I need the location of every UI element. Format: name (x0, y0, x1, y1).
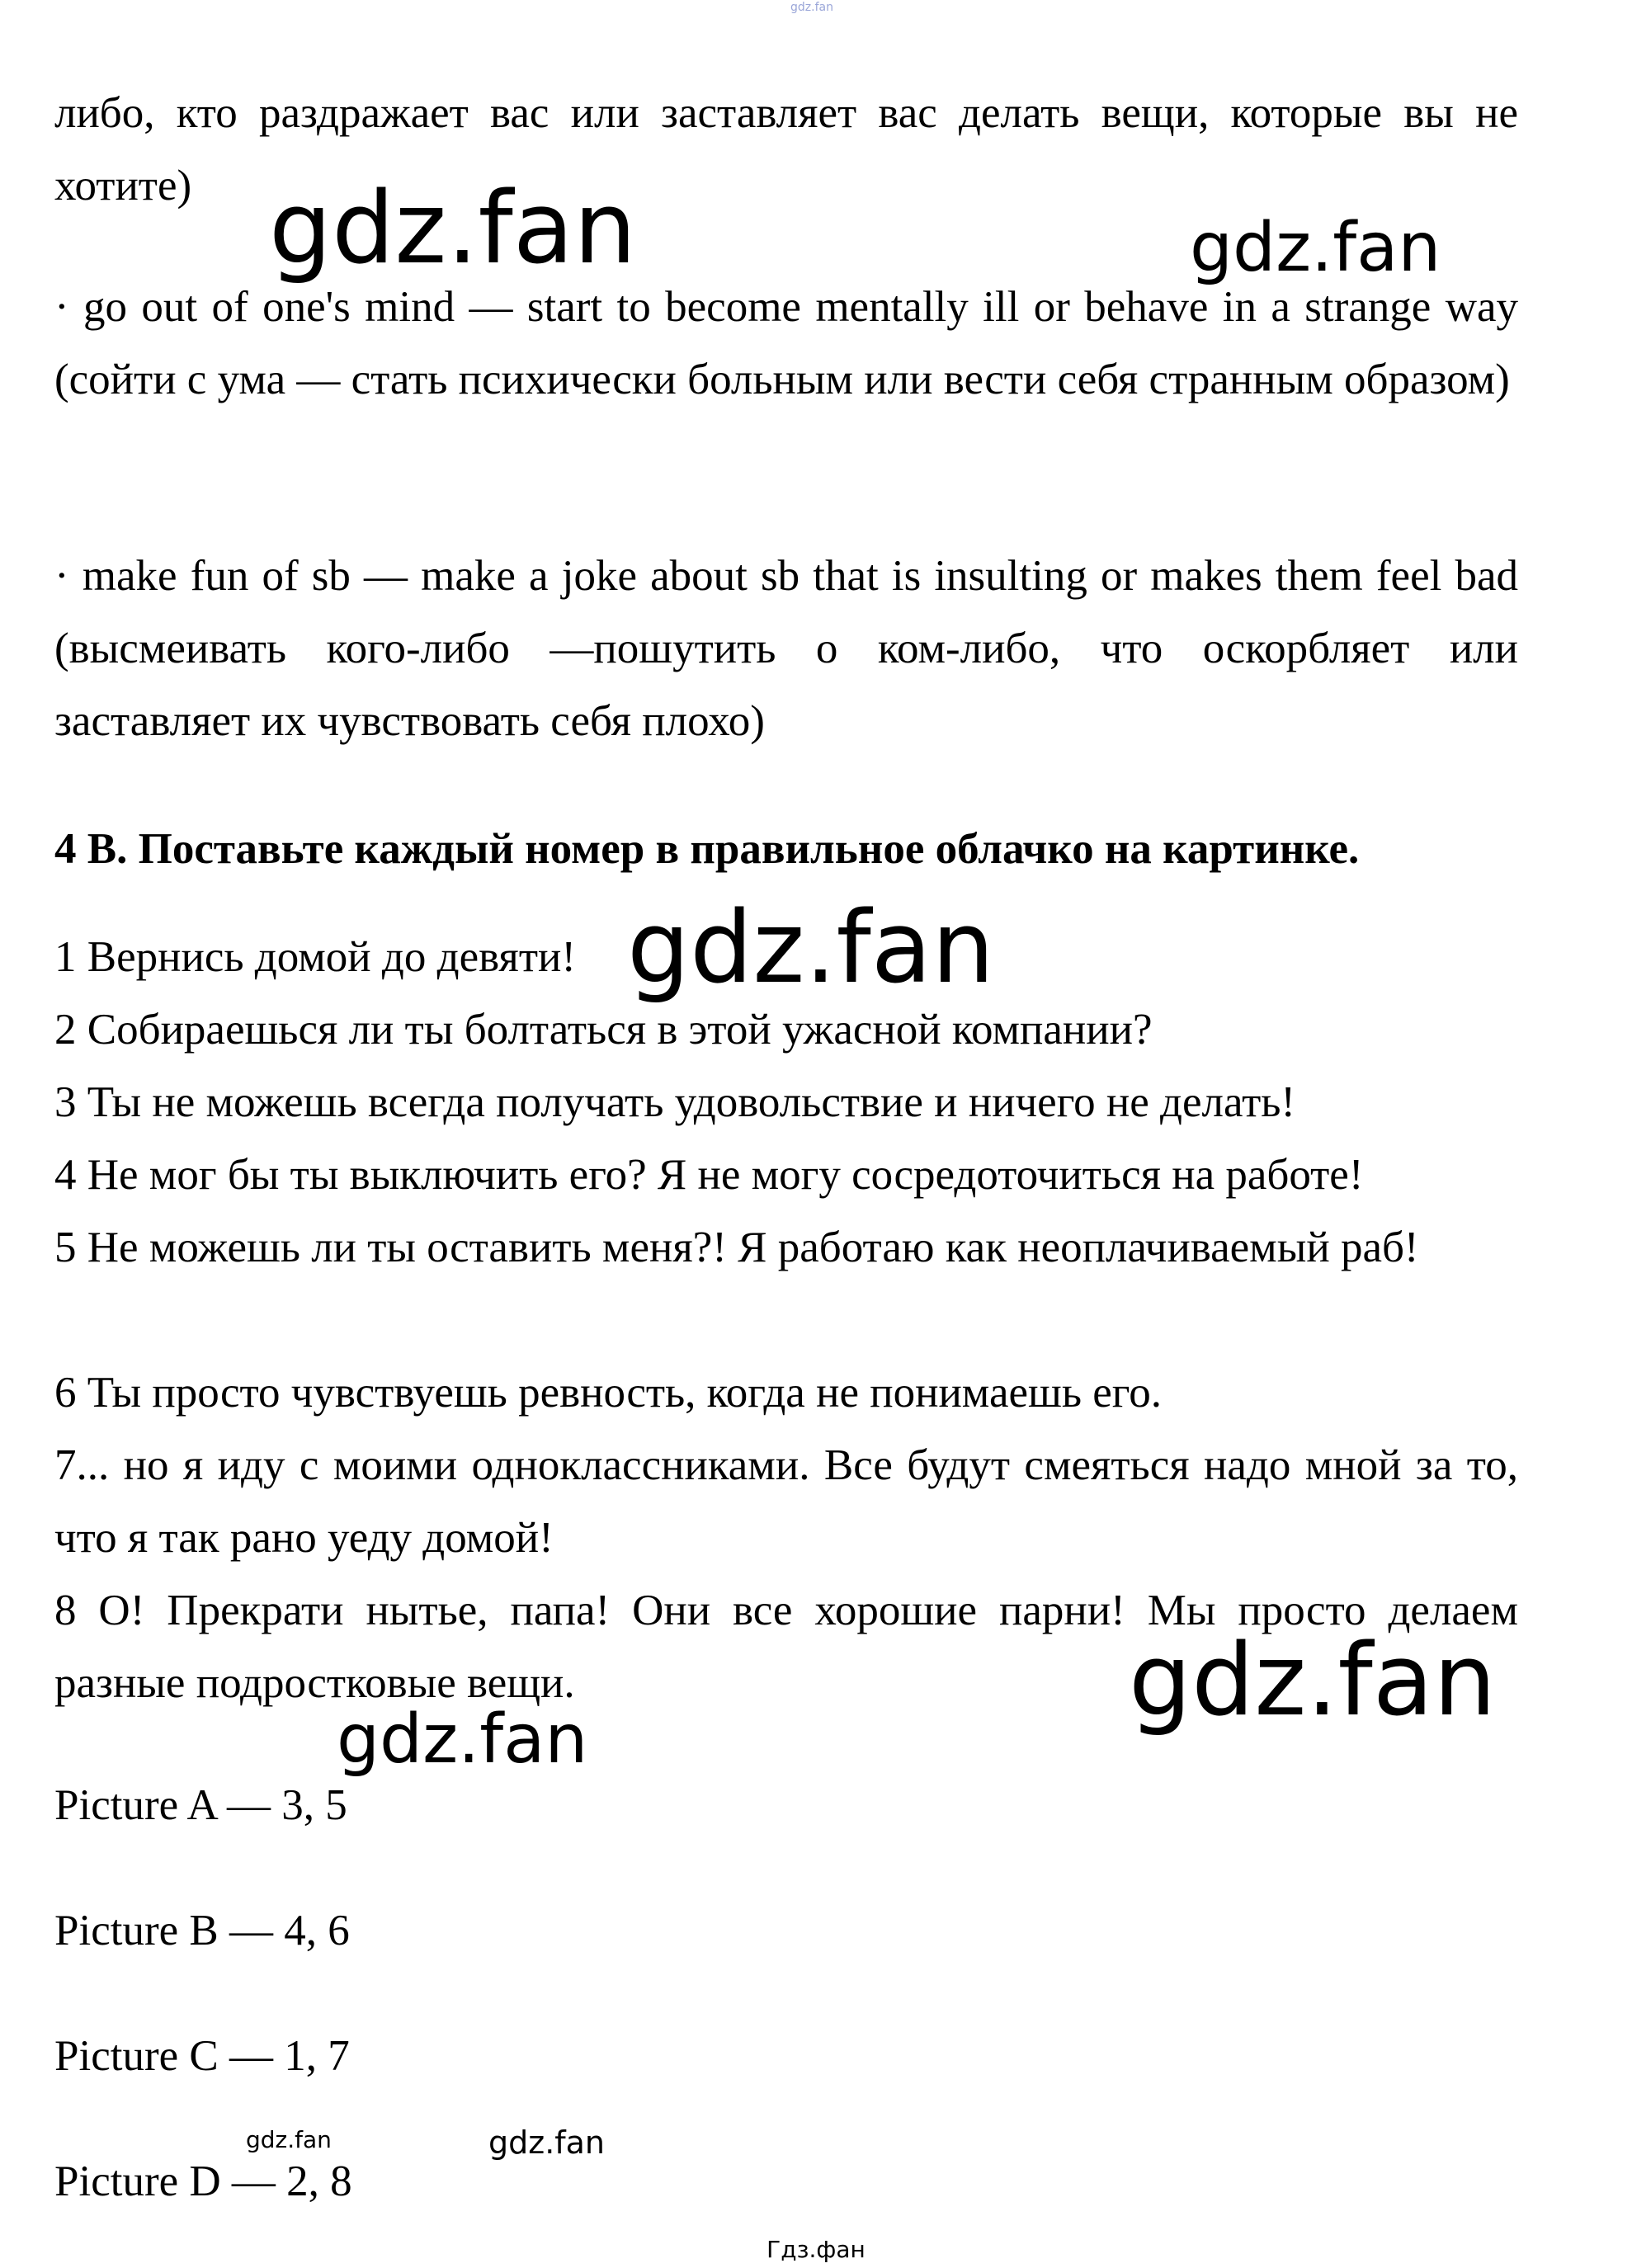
continuation-paragraph: либо, кто раздражает вас или заставляет вас делать вещи, которые вы не хотите) (54, 89, 1518, 210)
list-item-1: 1 Вернись домой до девяти! (54, 933, 576, 981)
watermark: gdz.fan (488, 2124, 606, 2161)
watermark: gdz.fan (627, 891, 995, 1006)
watermark: gdz.fan (1129, 1624, 1497, 1738)
definition-go-out-of-mind: · go out of one's mind — start to become mentally ill or behave in a strange way (сойти с ума — стать психически больным или вести себя странным образом) (54, 283, 1518, 403)
answer-picture-c: Picture C — 1, 7 (54, 2032, 350, 2080)
watermark: gdz.fan (246, 2126, 332, 2153)
list-item-4: 4 Не мог бы ты выключить его? Я не могу сосредоточиться на работе! (54, 1151, 1364, 1199)
list-item-2: 2 Собираешься ли ты болтаться в этой ужасной компании? (54, 1006, 1153, 1054)
page-footer: Гдз.фан (766, 2236, 866, 2263)
watermark: gdz.fan (337, 1700, 588, 1779)
answer-picture-d: Picture D — 2, 8 (54, 2157, 352, 2205)
list-item-8: 8 О! Прекрати нытье, папа! Они все хорошие парни! Мы просто делаем разные подростковые вещи. (54, 1587, 1518, 1707)
watermark: gdz.fan (269, 172, 637, 286)
definition-make-fun-of: · make fun of sb — make a joke about sb that is insulting or makes them feel bad (высмеивать кого-либо —пошутить о ком-либо, что оскорбляет или заставляет их чувствовать себя плохо) (54, 552, 1518, 745)
top-watermark: gdz.fan (790, 1, 833, 14)
task-heading: 4 B. Поставьте каждый номер в правильное облачко на картинке. (54, 825, 1360, 873)
watermark: gdz.fan (1190, 209, 1441, 287)
list-item-5: 5 Не можешь ли ты оставить меня?! Я работаю как неоплачиваемый раб! (54, 1224, 1419, 1271)
list-item-7: 7... но я иду с моими одноклассниками. Все будут смеяться надо мной за то, что я так рано уеду домой! (54, 1441, 1518, 1562)
list-item-3: 3 Ты не можешь всегда получать удовольствие и ничего не делать! (54, 1078, 1296, 1126)
answer-picture-b: Picture B — 4, 6 (54, 1907, 350, 1954)
list-item-6: 6 Ты просто чувствуешь ревность, когда не понимаешь его. (54, 1369, 1162, 1417)
answer-picture-a: Picture A — 3, 5 (54, 1781, 347, 1829)
